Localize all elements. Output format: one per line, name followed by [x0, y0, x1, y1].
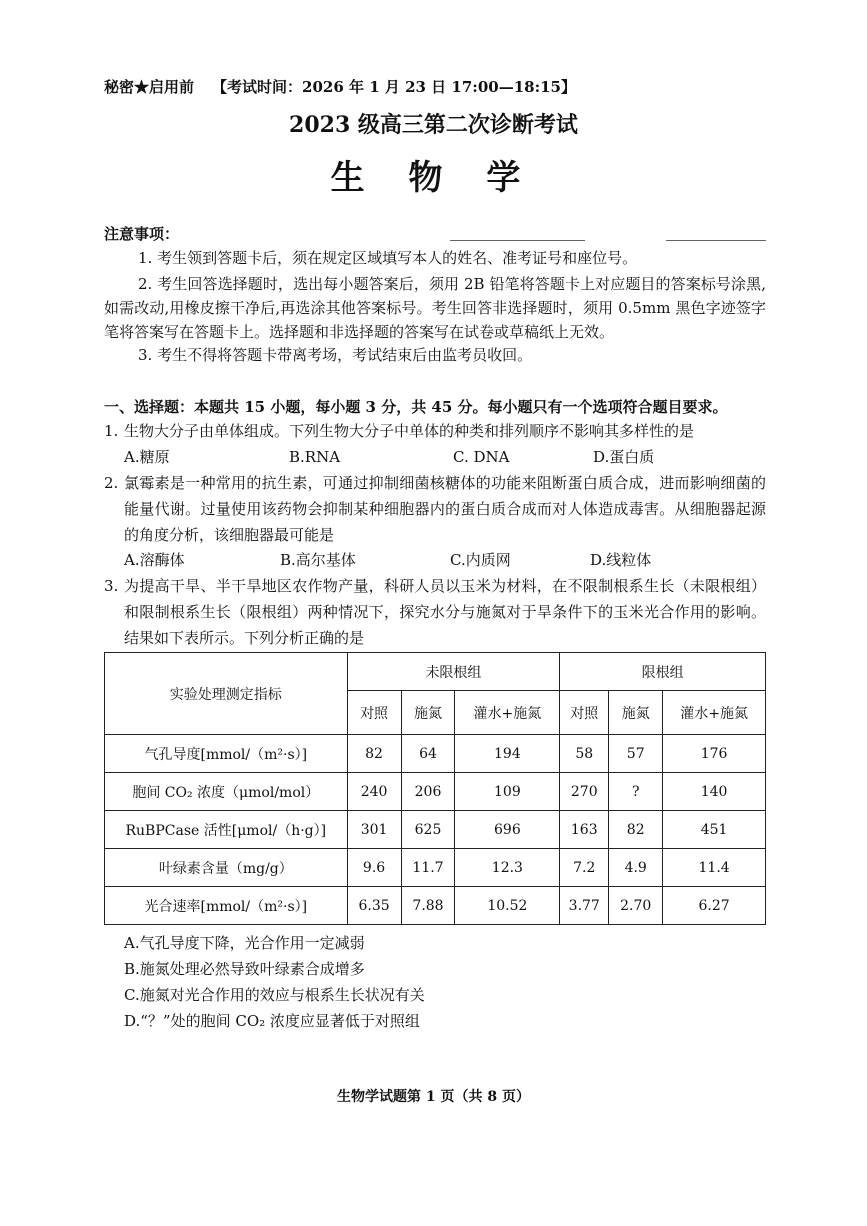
table-cell: 3.77	[560, 887, 609, 925]
subcol-header: 对照	[347, 691, 401, 735]
table-cell: 11.4	[663, 849, 766, 887]
q3-option-c: C.施氮对光合作用的效应与根系生长状况有关	[124, 986, 425, 1004]
table-cell: 194	[455, 735, 560, 773]
row-label: 气孔导度[mmol/（m²·s）]	[105, 735, 348, 773]
q1-number: 1.	[104, 422, 119, 440]
table-cell: 7.2	[560, 849, 609, 887]
notice-heading: 注意事项：	[104, 225, 180, 243]
table-cell: ?	[609, 773, 663, 811]
notice-item-1: 1. 考生领到答题卡后，须在规定区域填写本人的姓名、准考证号和座位号。	[138, 249, 638, 267]
q1-option-d: D.蛋白质	[593, 448, 655, 466]
row-label: RuBPCase 活性[μmol/（h·g）]	[105, 811, 348, 849]
table-cell: 82	[609, 811, 663, 849]
q1-option-a: A.糖原	[124, 448, 170, 466]
q2-stem: 氯霉素是一种常用的抗生素，可通过抑制细菌核糖体的功能来阻断蛋白质合成，进而影响细菌的能量代谢。过量使用该药物会抑制某种细胞器内的蛋白质合成而对人体造成毒害。从细胞器起源的角度分析，该细胞器最可能是	[124, 474, 766, 544]
subcol-header: 施氮	[609, 691, 663, 735]
q2-option-a: A.溶酶体	[124, 551, 185, 569]
q1-stem: 生物大分子由单体组成。下列生物大分子中单体的种类和排列顺序不影响其多样性的是	[124, 422, 695, 440]
table-cell: 301	[347, 811, 401, 849]
q3-number: 3.	[104, 577, 119, 595]
q2-option-d: D.线粒体	[590, 551, 652, 569]
table-cell: 58	[560, 735, 609, 773]
row-label: 光合速率[mmol/（m²·s）]	[105, 887, 348, 925]
q2-number: 2.	[104, 474, 119, 492]
notice-item-3: 3. 考生不得将答题卡带离考场，考试结束后由监考员收回。	[138, 346, 533, 364]
q1-option-b: B.RNA	[289, 448, 341, 466]
subcol-header: 灌水+施氮	[663, 691, 766, 735]
table-cell: 12.3	[455, 849, 560, 887]
q2-option-c: C.内质网	[450, 551, 511, 569]
subcol-header: 对照	[560, 691, 609, 735]
table-cell: 7.88	[401, 887, 455, 925]
table-cell: 163	[560, 811, 609, 849]
scan-line	[666, 240, 766, 241]
q1-option-c: C. DNA	[453, 448, 510, 466]
q3-option-a: A.气孔导度下降，光合作用一定减弱	[124, 934, 365, 952]
group-header-restricted: 限根组	[560, 653, 766, 691]
subcol-header: 施氮	[401, 691, 455, 735]
q3-option-d: D.“？”处的胞间 CO₂ 浓度应显著低于对照组	[124, 1012, 420, 1030]
secret-label: 秘密★启用前	[104, 78, 195, 96]
q3-stem: 为提高干旱、半干旱地区农作物产量，科研人员以玉米为材料，在不限制根系生长（未限根组）和限制根系生长（限根组）两种情况下，探究水分与施氮对于旱条件下的玉米光合作用的影响。结果如下表所示。下列分析正确的是	[124, 577, 766, 647]
table-cell: 57	[609, 735, 663, 773]
subject-title: 生 物 学	[330, 158, 537, 198]
scan-line	[450, 240, 585, 241]
table-cell: 6.27	[663, 887, 766, 925]
table-row	[105, 811, 766, 849]
table-cell: 270	[560, 773, 609, 811]
table-cell: 451	[663, 811, 766, 849]
table-cell: 109	[455, 773, 560, 811]
table-cell: 176	[663, 735, 766, 773]
row-label: 叶绿素含量（mg/g）	[105, 849, 348, 887]
table-cell: 2.70	[609, 887, 663, 925]
table-cell: 625	[401, 811, 455, 849]
results-table	[104, 652, 766, 925]
table-cell: 82	[347, 735, 401, 773]
table-row	[105, 849, 766, 887]
table-row	[105, 735, 766, 773]
table-cell: 11.7	[401, 849, 455, 887]
section-heading: 一、选择题：本题共 15 小题，每小题 3 分，共 45 分。每小题只有一个选项符合题目要求。	[104, 398, 728, 416]
table-cell: 696	[455, 811, 560, 849]
group-header-unrestricted: 未限根组	[347, 653, 560, 691]
table-cell: 206	[401, 773, 455, 811]
table-cell: 9.6	[347, 849, 401, 887]
table-cell: 10.52	[455, 887, 560, 925]
subcol-header: 灌水+施氮	[455, 691, 560, 735]
exam-time: 【考试时间：2026 年 1 月 23 日 17:00—18:15】	[212, 78, 576, 96]
table-cell: 6.35	[347, 887, 401, 925]
q3-option-b: B.施氮处理必然导致叶绿素合成增多	[124, 960, 365, 978]
notice-item-2: 2. 考生回答选择题时，选出每小题答案后，须用 2B 铅笔将答题卡上对应题目的答案标号涂黑,如需改动,用橡皮擦干净后,再选涂其他答案标号。考生回答非选择题时，须用 0.5mm 黑色字迹签字笔将答案写在答题卡上。选择题和非选择题的答案写在试卷或草稿纸上无效。	[104, 275, 766, 341]
table-cell: 240	[347, 773, 401, 811]
exam-title: 2023 级高三第二次诊断考试	[289, 112, 578, 138]
row-label: 胞间 CO₂ 浓度（μmol/mol）	[105, 773, 348, 811]
table-cell: 140	[663, 773, 766, 811]
table-row	[105, 773, 766, 811]
table-cell: 64	[401, 735, 455, 773]
page-footer: 生物学试题第 1 页（共 8 页）	[337, 1089, 530, 1105]
q2-option-b: B.高尔基体	[280, 551, 356, 569]
table-corner-header: 实验处理测定指标	[105, 653, 348, 735]
table-row	[105, 887, 766, 925]
table-cell: 4.9	[609, 849, 663, 887]
header-line	[104, 76, 576, 97]
